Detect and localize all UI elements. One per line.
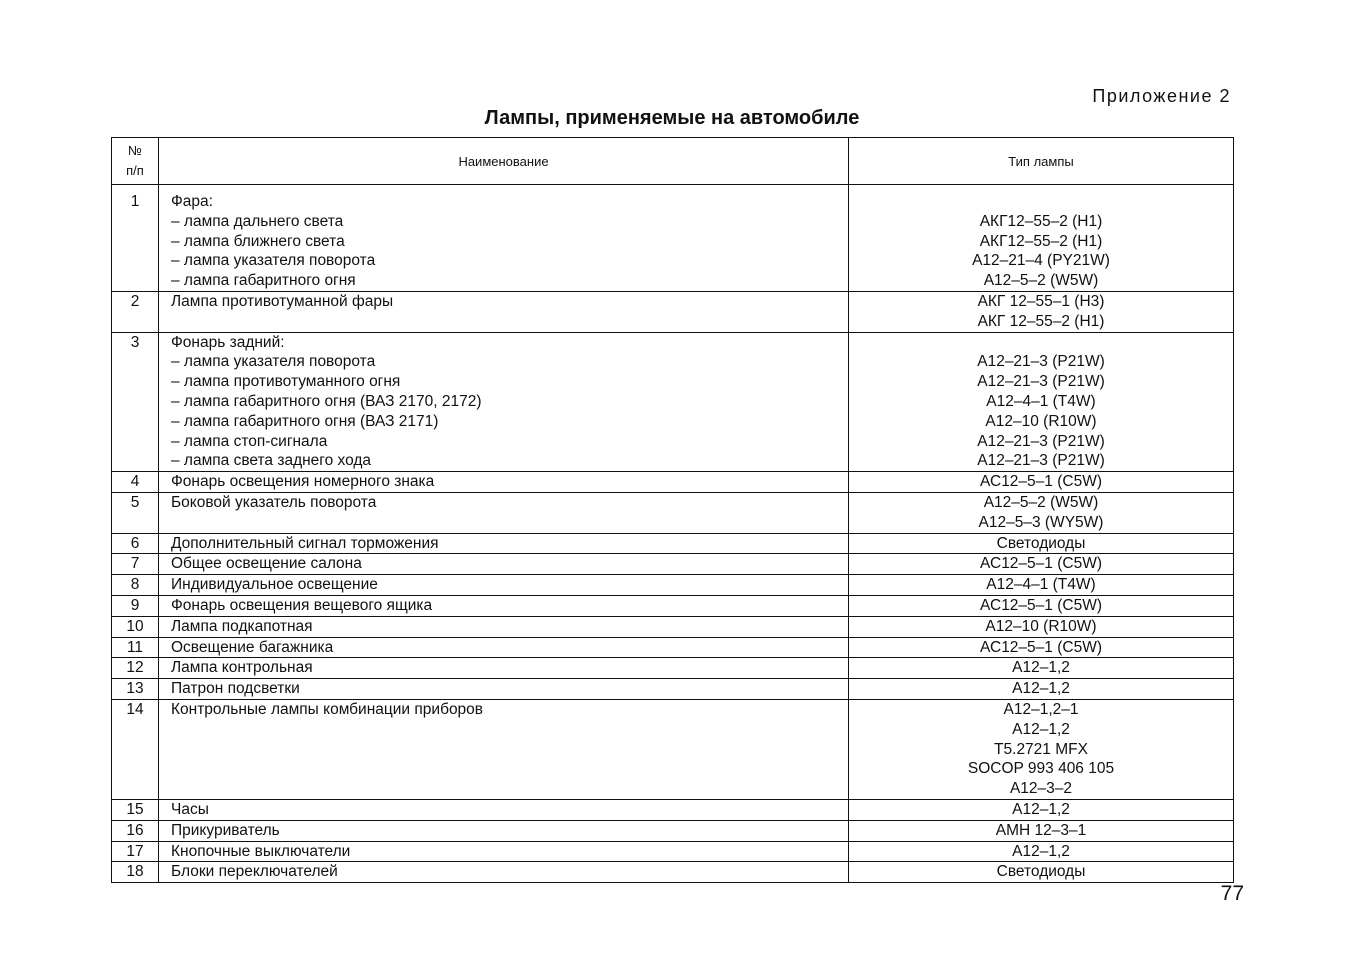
- name-line: – лампа габаритного огня (ВАЗ 2170, 2172): [171, 392, 482, 410]
- row-number-cell: [112, 291, 159, 332]
- row-number: 8: [130, 576, 140, 594]
- lamp-type-cell: [849, 862, 1234, 883]
- name-line: Фонарь задний:: [171, 333, 285, 351]
- table-row: [112, 862, 1234, 883]
- name-cell: [159, 291, 849, 332]
- name-line: Контрольные лампы комбинации приборов: [171, 700, 484, 718]
- name-line: Общее освещение салона: [171, 555, 362, 573]
- page-number: 77: [1220, 882, 1244, 905]
- lamp-type-cell: [849, 533, 1234, 554]
- lamp-type-line: АКГ 12–55–1 (H3): [977, 292, 1105, 310]
- row-number-cell: [112, 595, 159, 616]
- row-number: 6: [130, 534, 140, 552]
- name-line: Прикуриватель: [171, 821, 280, 839]
- name-line: Лампа контрольная: [171, 659, 313, 677]
- name-cell: [159, 575, 849, 596]
- row-number-cell: [112, 699, 159, 799]
- name-line: – лампа габаритного огня: [171, 272, 356, 290]
- lamp-type-line: А12–5–3 (WY5W): [978, 513, 1104, 531]
- name-line: Патрон подсветки: [171, 680, 300, 698]
- column-header-number-line1: №: [128, 143, 142, 158]
- row-number-cell: [112, 533, 159, 554]
- table-row: [112, 185, 1234, 292]
- lamp-type-cell: [849, 185, 1234, 292]
- lamp-type-cell: [849, 699, 1234, 799]
- row-number-cell: [112, 862, 159, 883]
- name-line: Освещение багажника: [171, 638, 334, 656]
- lamp-type-line: АС12–5–1 (C5W): [980, 555, 1102, 573]
- row-number: 10: [126, 617, 144, 635]
- row-number: 9: [130, 596, 140, 614]
- row-number-cell: [112, 492, 159, 533]
- lamp-type-line: А12–21–4 (PY21W): [972, 252, 1110, 270]
- name-cell: [159, 554, 849, 575]
- row-number-cell: [112, 332, 159, 472]
- appendix-label: Приложение 2: [1092, 86, 1231, 106]
- lamp-type-line: АКГ 12–55–2 (H1): [977, 312, 1105, 330]
- column-header-type: Тип лампы: [849, 138, 1234, 185]
- name-cell: [159, 637, 849, 658]
- lamp-type-line: А12–5–2 (W5W): [983, 272, 1099, 290]
- name-line: – лампа габаритного огня (ВАЗ 2171): [171, 412, 439, 430]
- lamp-type-line: АМН 12–3–1: [995, 821, 1087, 839]
- name-line: Фонарь освещения номерного знака: [171, 473, 435, 491]
- row-number: 17: [126, 842, 144, 860]
- lamp-type-line: А12–10 (R10W): [985, 412, 1097, 430]
- name-line: Часы: [171, 800, 209, 818]
- table-row: [112, 841, 1234, 862]
- name-line: – лампа света заднего хода: [171, 452, 372, 470]
- lamp-type-cell: [849, 575, 1234, 596]
- name-line: Индивидуальное освещение: [171, 576, 378, 594]
- row-number-cell: [112, 554, 159, 575]
- row-number: 14: [126, 700, 144, 718]
- name-line: Фара:: [171, 193, 213, 210]
- name-line: Лампа противотуманной фары: [171, 292, 394, 310]
- name-line: Кнопочные выключатели: [171, 842, 351, 860]
- lamp-type-cell: [849, 595, 1234, 616]
- row-number-cell: [112, 679, 159, 700]
- row-number: 5: [130, 493, 140, 511]
- name-cell: [159, 472, 849, 493]
- name-line: [159, 513, 848, 533]
- table-row: [112, 575, 1234, 596]
- page-title: Лампы, применяемые на автомобиле: [484, 107, 860, 129]
- name-line: – лампа стоп-сигнала: [171, 432, 328, 450]
- lamp-type-line: АКГ12–55–2 (H1): [979, 212, 1103, 230]
- name-cell: [159, 820, 849, 841]
- table-row: [112, 699, 1234, 799]
- column-header-number: [112, 138, 159, 185]
- name-line: [159, 759, 848, 779]
- row-number: 7: [130, 555, 140, 573]
- row-number: 16: [126, 821, 144, 839]
- lamp-type-cell: [849, 799, 1234, 820]
- lamp-type-line: А12–21–3 (P21W): [977, 452, 1105, 470]
- name-cell: [159, 185, 849, 292]
- row-number: 3: [130, 333, 140, 351]
- row-number-cell: [112, 575, 159, 596]
- row-number-cell: [112, 820, 159, 841]
- name-cell: [159, 533, 849, 554]
- lamps-table: [111, 137, 1234, 883]
- table-row: [112, 616, 1234, 637]
- name-line: Дополнительный сигнал торможения: [171, 534, 439, 552]
- lamp-type-line: А12–1,2–1: [1003, 700, 1079, 718]
- lamp-type-line: А12–4–1 (T4W): [986, 576, 1096, 594]
- lamp-type-line: [849, 333, 1233, 353]
- column-header-number-line2: п/п: [126, 163, 144, 178]
- row-number: 11: [126, 638, 144, 656]
- lamp-type-line: АС12–5–1 (C5W): [980, 596, 1102, 614]
- column-header-name: Наименование: [159, 138, 849, 185]
- lamp-type-cell: [849, 492, 1234, 533]
- row-number: 18: [126, 863, 144, 881]
- lamp-type-line: [849, 192, 1233, 212]
- table-row: [112, 472, 1234, 493]
- name-cell: [159, 699, 849, 799]
- lamp-type-cell: [849, 658, 1234, 679]
- lamp-type-line: АКГ12–55–2 (H1): [979, 232, 1103, 250]
- lamp-type-line: А12–1,2: [1012, 842, 1070, 860]
- lamp-type-cell: [849, 841, 1234, 862]
- lamp-type-cell: [849, 554, 1234, 575]
- name-line: [159, 740, 848, 760]
- row-number: 12: [126, 659, 144, 677]
- row-number-cell: [112, 637, 159, 658]
- name-line: – лампа дальнего света: [171, 212, 344, 230]
- lamp-type-line: А12–1,2: [1012, 659, 1070, 677]
- lamp-type-line: АС12–5–1 (C5W): [980, 638, 1102, 656]
- table-row: [112, 332, 1234, 472]
- row-number-cell: [112, 185, 159, 292]
- table-row: [112, 679, 1234, 700]
- name-cell: [159, 862, 849, 883]
- lamp-type-line: Светодиоды: [996, 863, 1086, 881]
- lamp-type-line: А12–1,2: [1012, 680, 1070, 698]
- table-row: [112, 291, 1234, 332]
- name-line: [159, 720, 848, 740]
- lamp-type-cell: [849, 616, 1234, 637]
- name-line: – лампа противотуманного огня: [171, 373, 401, 391]
- table-header-row: [112, 138, 1234, 185]
- row-number: 15: [126, 800, 144, 818]
- lamp-type-line: А12–21–3 (P21W): [977, 353, 1105, 371]
- lamp-type-line: А12–1,2: [1012, 800, 1070, 818]
- name-cell: [159, 492, 849, 533]
- name-cell: [159, 332, 849, 472]
- name-line: [159, 312, 848, 332]
- lamp-type-cell: [849, 332, 1234, 472]
- name-line: Фонарь освещения вещевого ящика: [171, 596, 433, 614]
- table-row: [112, 595, 1234, 616]
- lamp-type-line: А12–1,2: [1012, 720, 1070, 738]
- lamp-type-line: А12–4–1 (T4W): [986, 392, 1096, 410]
- name-cell: [159, 616, 849, 637]
- table-row: [112, 533, 1234, 554]
- table-body: [112, 185, 1234, 883]
- name-line: – лампа ближнего света: [171, 232, 345, 250]
- table-row: [112, 554, 1234, 575]
- row-number: 13: [126, 680, 144, 698]
- table-row: [112, 658, 1234, 679]
- lamp-type-cell: [849, 472, 1234, 493]
- lamp-type-line: А12–21–3 (P21W): [977, 373, 1105, 391]
- table-row: [112, 820, 1234, 841]
- name-line: Лампа подкапотная: [171, 617, 313, 635]
- name-line: [159, 779, 848, 799]
- table-row: [112, 799, 1234, 820]
- lamp-type-cell: [849, 637, 1234, 658]
- lamp-type-line: А12–10 (R10W): [985, 617, 1097, 635]
- row-number-cell: [112, 658, 159, 679]
- lamp-type-cell: [849, 679, 1234, 700]
- row-number: 2: [130, 292, 140, 310]
- lamp-type-cell: [849, 820, 1234, 841]
- row-number-cell: [112, 799, 159, 820]
- lamp-type-line: T5.2721 MFX: [994, 740, 1088, 758]
- row-number-cell: [112, 841, 159, 862]
- name-line: – лампа указателя поворота: [171, 252, 376, 270]
- name-line: Боковой указатель поворота: [171, 493, 377, 511]
- lamp-type-line: SOCOP 993 406 105: [967, 760, 1115, 778]
- lamp-type-line: А12–5–2 (W5W): [983, 493, 1099, 511]
- table-row: [112, 637, 1234, 658]
- lamp-type-line: А12–3–2: [1009, 780, 1073, 798]
- lamp-type-line: А12–21–3 (P21W): [977, 432, 1105, 450]
- row-number: 1: [130, 193, 140, 210]
- row-number: 4: [130, 473, 140, 491]
- name-cell: [159, 841, 849, 862]
- name-line: Блоки переключателей: [171, 863, 338, 881]
- table-row: [112, 492, 1234, 533]
- row-number-cell: [112, 472, 159, 493]
- name-cell: [159, 658, 849, 679]
- lamp-type-line: Светодиоды: [996, 534, 1086, 552]
- name-cell: [159, 799, 849, 820]
- name-cell: [159, 679, 849, 700]
- lamp-type-cell: [849, 291, 1234, 332]
- row-number-cell: [112, 616, 159, 637]
- name-cell: [159, 595, 849, 616]
- name-line: – лампа указателя поворота: [171, 353, 376, 371]
- lamp-type-line: АС12–5–1 (C5W): [980, 473, 1102, 491]
